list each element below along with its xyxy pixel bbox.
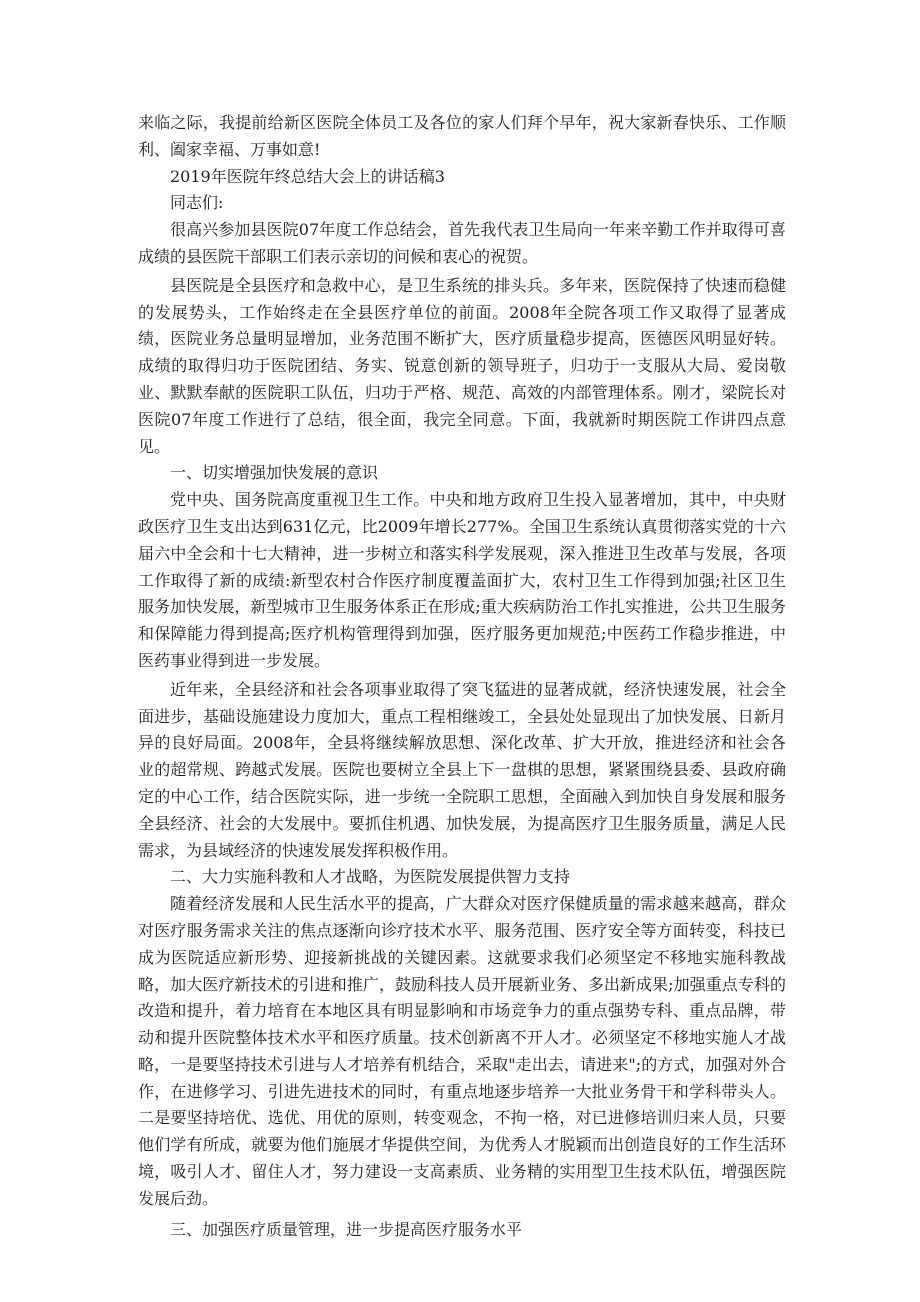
section-heading-1: 一、切实增强加快发展的意识 — [170, 463, 379, 483]
paragraph-county-development: 近年来，全县经济和社会各项事业取得了突飞猛进的显著成就，经济快速发展，社会全面进步，基础设施建设力度加大，重点工程相继竣工，全县处处显现出了加快发展、日新月异的良好局面。2008年，全县将继续解放思想、深化改革、扩大开放，推进经济和社会各业的超常规、跨越式发展。医院也要树立全县上下一盘棋的思想，紧紧围绕县委、县政府确定的中心工作，结合医院实际，进一步统一全院职工思想，全面融入到加快自身发展和服务全县经济、社会的大发展中。要抓住机遇、加快发展，为提高医疗卫生服务质量，满足人民需求，为县域经济的快速发展发挥积极作用。 — [138, 679, 786, 860]
paragraph-opening: 很高兴参加县医院07年度工作总结会，首先我代表卫生局向一年来辛勤工作并取得可喜成绩的县医院干部职工们表示亲切的问候和衷心的祝贺。 — [138, 220, 786, 266]
paragraph-greeting-closing: 来临之际，我提前给新区医院全体员工及各位的家人们拜个早年，祝大家新春快乐、工作顺利、阖家幸福、万事如意! — [138, 113, 786, 159]
paragraph-hospital-overview: 县医院是全县医疗和急救中心，是卫生系统的排头兵。多年来，医院保持了快速而稳健的发展势头，工作始终走在全县医疗单位的前面。2008年全院各项工作又取得了显著成绩，医院业务总量明显增加，业务范围不断扩大，医疗质量稳步提高，医德医风明显好转。成绩的取得归功于医院团结、务实、锐意创新的领导班子，归功于一支服从大局、爱岗敬业、默默奉献的医院职工队伍，归功于严格、规范、高效的内部管理体系。刚才，梁院长对医院07年度工作进行了总结，很全面，我完全同意。下面，我就新时期医院工作讲四点意见。 — [138, 275, 786, 456]
paragraph-national-health: 党中央、国务院高度重视卫生工作。中央和地方政府卫生投入显著增加，其中，中央财政医疗卫生支出达到631亿元，比2009年增长277%。全国卫生系统认真贯彻落实党的十六届六中全会和十七大精神，进一步树立和落实科学发展观，深入推进卫生改革与发展，各项工作取得了新的成绩:新型农村合作医疗制度覆盖面扩大，农村卫生工作得到加强;社区卫生服务加快发展，新型城市卫生服务体系正在形成;重大疾病防治工作扎实推进，公共卫生服务和保障能力得到提高;医疗机构管理得到加强，医疗服务更加规范;中医药工作稳步推进，中医药事业得到进一步发展。 — [138, 490, 786, 670]
paragraph-talent-strategy: 随着经济发展和人民生活水平的提高，广大群众对医疗保健质量的需求越来越高，群众对医疗服务需求关注的焦点逐渐向诊疗技术水平、服务范围、医疗安全等方面转变，科技已成为医院适应新形势、迎接新挑战的关键因素。这就要求我们必须坚定不移地实施科教战略，加大医疗新技术的引进和推广，鼓励科技人员开展新业务、多出新成果;加强重点专科的改造和提升，着力培育在本地区具有明显影响和市场竞争力的重点强势专科、重点品牌，带动和提升医院整体技术水平和医疗质量。技术创新离不开人才。必须坚定不移地实施人才战略，一是要坚持技术引进与人才培养有机结合，采取"走出去，请进来";的方式，加强对外合作，在进修学习、引进先进技术的同时，有重点地逐步培养一大批业务骨干和学科带头人。二是要坚持培优、选优、用优的原则，转变观念，不拘一格，对已进修培训归来人员，只要他们学有所成，就要为他们施展才华提供空间，为优秀人才脱颖而出创造良好的工作生活环境，吸引人才、留住人才，努力建设一支高素质、业务精的实用型卫生技术队伍，增强医院发展后劲。 — [138, 894, 786, 1208]
section-heading-3: 三、加强医疗质量管理，进一步提高医疗服务水平 — [170, 1219, 523, 1239]
document-body — [138, 110, 786, 1243]
salutation: 同志们: — [170, 193, 224, 213]
speech-title: 2019年医院年终总结大会上的讲话稿3 — [170, 166, 445, 186]
section-heading-2: 二、大力实施科教和人才战略，为医院发展提供智力支持 — [170, 867, 571, 887]
